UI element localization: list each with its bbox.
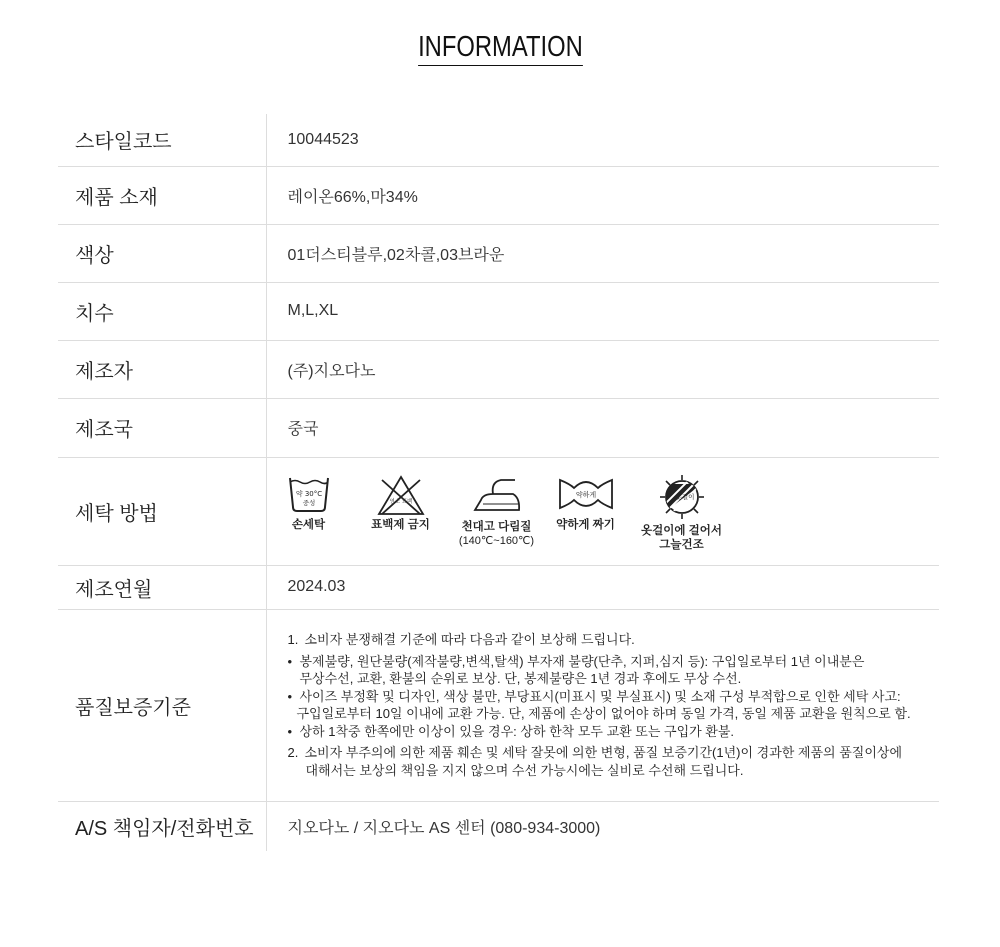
quality-mark: 1. bbox=[287, 632, 299, 647]
hang-dry-shade-icon bbox=[657, 474, 707, 520]
hand-wash-temp: 약 30°C bbox=[295, 490, 322, 498]
quality-line-text: 사이즈 부정확 및 디자인, 색상 불만, 부당표시(미표시 및 부실표시) 및 소재 구성 부적합으로 인한 세탁 사고: bbox=[299, 688, 901, 704]
quality-line bbox=[288, 705, 940, 723]
hang-dry-label: 옷걸이에 걸어서 bbox=[641, 525, 722, 537]
no-bleach-inner: 염소 표백 bbox=[388, 499, 413, 505]
country-value: 중국 bbox=[266, 398, 939, 457]
care-hang-dry bbox=[640, 474, 724, 552]
date-value: 2024.03 bbox=[266, 565, 939, 609]
row-as bbox=[58, 801, 939, 851]
care-gentle-wring bbox=[552, 474, 620, 532]
gentle-wring-label: 약하게 짜기 bbox=[556, 519, 615, 531]
care-iron bbox=[456, 474, 538, 548]
quality-line-text: 소비자 부주의에 의한 제품 훼손 및 세탁 잘못에 의한 변형, 품질 보증기간(1년)이 경과한 제품의 품질이상에 bbox=[304, 745, 903, 760]
maker-value: (주)지오다노 bbox=[266, 340, 939, 398]
no-bleach-label: 표백제 금지 bbox=[371, 519, 430, 531]
title-wrap bbox=[0, 30, 1000, 66]
quality-line-text: 소비자 분쟁해결 기준에 따라 다음과 같이 보상해 드립니다. bbox=[304, 632, 635, 647]
quality-line-text: 구입일로부터 10일 이내에 교환 가능. 단, 제품에 손상이 없어야 하며 동일 가격, 동일 제품 교환을 원칙으로 함. bbox=[296, 706, 911, 721]
style-code-label: 스타일코드 bbox=[58, 114, 266, 166]
as-label: A/S 책임자/전화번호 bbox=[58, 801, 266, 851]
hand-wash-icon bbox=[287, 474, 331, 514]
row-color bbox=[58, 224, 939, 282]
color-label: 색상 bbox=[58, 224, 266, 282]
quality-line-text: 대해서는 보상의 책임을 지지 않으며 수선 가능시에는 실비로 수선해 드립니다. bbox=[305, 762, 744, 778]
iron-label: 천대고 다림질 bbox=[461, 521, 532, 533]
info-table bbox=[58, 114, 939, 851]
quality-mark: • bbox=[287, 723, 293, 739]
hang-dry-inner: 옷걸이 bbox=[675, 493, 694, 501]
care-hand-wash bbox=[288, 474, 330, 532]
hang-dry-sub: 그늘건조 bbox=[659, 539, 704, 551]
row-country bbox=[58, 398, 939, 457]
quality-mark: • bbox=[287, 688, 293, 704]
material-label: 제품 소재 bbox=[58, 166, 266, 224]
quality-value bbox=[266, 609, 939, 801]
page-title: INFORMATION bbox=[418, 30, 583, 66]
quality-mark: 2. bbox=[287, 745, 299, 760]
care-icons bbox=[288, 470, 940, 552]
quality-line bbox=[288, 762, 940, 780]
row-wash bbox=[58, 457, 939, 565]
row-date bbox=[58, 565, 939, 609]
quality-line-text: 상하 1착중 한쪽에만 이상이 있을 경우: 상하 한착 모두 교환 또는 구입가 환불. bbox=[299, 723, 735, 739]
quality-line bbox=[288, 688, 940, 706]
date-label: 제조연월 bbox=[58, 565, 266, 609]
row-size bbox=[58, 282, 939, 340]
quality-text bbox=[288, 627, 940, 783]
quality-line bbox=[288, 723, 940, 741]
iron-icon bbox=[471, 474, 523, 516]
gentle-wring-inner: 약하게 bbox=[575, 491, 596, 499]
size-label: 치수 bbox=[58, 282, 266, 340]
row-material bbox=[58, 166, 939, 224]
hand-wash-neutral: 중성 bbox=[302, 499, 315, 507]
quality-line bbox=[288, 744, 940, 762]
quality-line-text: 봉제불량, 원단불량(제작불량,변색,탈색) 부자재 불량(단추, 지퍼,심지 등): 구입일로부터 1년 이내분은 bbox=[299, 653, 865, 669]
row-style-code bbox=[58, 114, 939, 166]
country-label: 제조국 bbox=[58, 398, 266, 457]
row-maker bbox=[58, 340, 939, 398]
care-no-bleach bbox=[366, 474, 436, 532]
wash-value bbox=[266, 457, 939, 565]
quality-line-text: 무상수선, 교환, 환불의 순위로 보상. 단, 봉제불량은 1년 경과 후에도 무상 수선. bbox=[299, 671, 742, 686]
as-value: 지오다노 / 지오다노 AS 센터 (080-934-3000) bbox=[287, 819, 601, 837]
quality-mark: • bbox=[287, 653, 293, 669]
style-code-value: 10044523 bbox=[266, 114, 939, 166]
row-quality bbox=[58, 609, 939, 801]
iron-temp: (140℃~160℃) bbox=[458, 535, 535, 547]
no-bleach-icon bbox=[376, 474, 426, 518]
hand-wash-label: 손세탁 bbox=[291, 519, 326, 531]
gentle-wring-icon bbox=[556, 474, 616, 514]
quality-line bbox=[288, 653, 940, 671]
color-value: 01더스티블루,02차콜,03브라운 bbox=[266, 224, 939, 282]
quality-label: 품질보증기준 bbox=[58, 609, 266, 801]
quality-line bbox=[288, 631, 940, 649]
quality-line bbox=[288, 670, 940, 688]
size-value: M,L,XL bbox=[266, 282, 939, 340]
maker-label: 제조자 bbox=[58, 340, 266, 398]
material-value: 레이온66%,마34% bbox=[266, 166, 939, 224]
wash-label: 세탁 방법 bbox=[58, 457, 266, 565]
